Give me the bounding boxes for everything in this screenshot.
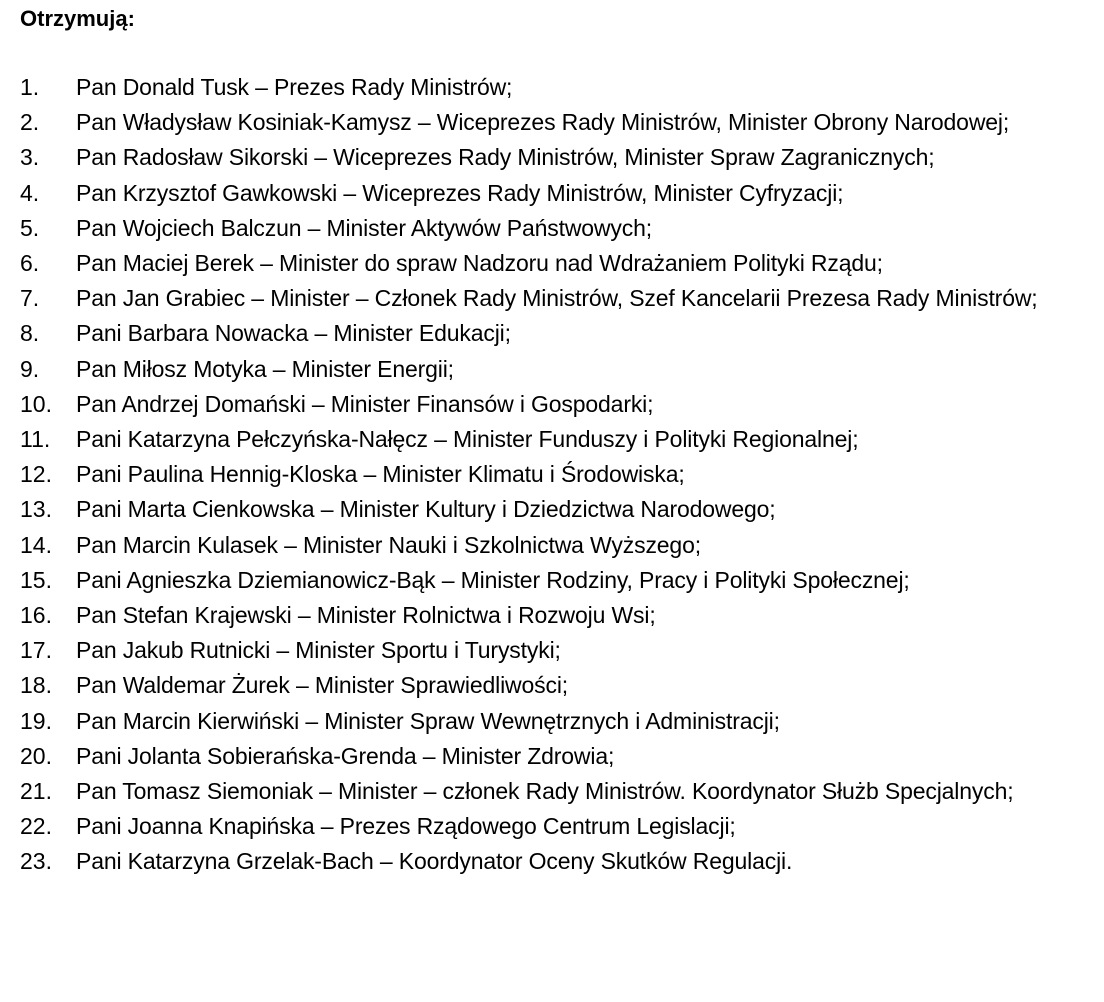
list-item (20, 387, 1060, 422)
item-number: 21. (20, 778, 52, 805)
list-item (20, 598, 1060, 633)
list-item (20, 457, 1060, 492)
item-number: 3. (20, 144, 40, 171)
item-text: Pani Marta Cienkowska – Minister Kultury i Dziedzictwa Narodowego; (76, 496, 776, 523)
list-item (20, 316, 1060, 351)
item-text: Pani Paulina Hennig-Kloska – Minister Klimatu i Środowiska; (76, 461, 685, 488)
document-page (20, 3, 1060, 880)
item-number: 6. (20, 250, 40, 277)
list-item (20, 774, 1060, 809)
list-item (20, 704, 1060, 739)
list-item (20, 668, 1060, 703)
item-text: Pan Władysław Kosiniak-Kamysz – Wiceprezes Rady Ministrów, Minister Obrony Narodowej; (76, 109, 1010, 136)
list-item (20, 844, 1060, 879)
list-item (20, 809, 1060, 844)
list-item (20, 633, 1060, 668)
item-text: Pan Krzysztof Gawkowski – Wiceprezes Rady Ministrów, Minister Cyfryzacji; (76, 179, 844, 206)
item-text: Pan Radosław Sikorski – Wiceprezes Rady Ministrów, Minister Spraw Zagranicznych; (76, 144, 935, 171)
list-item (20, 528, 1060, 563)
list-item (20, 211, 1060, 246)
item-text: Pani Jolanta Sobierańska-Grenda – Minister Zdrowia; (76, 742, 615, 769)
list-item (20, 70, 1060, 105)
recipients-heading: Otrzymują: (20, 6, 135, 31)
list-item (20, 140, 1060, 175)
list-item (20, 422, 1060, 457)
item-text: Pan Tomasz Siemoniak – Minister – członek Rady Ministrów. Koordynator Służb Specjalnych; (76, 778, 1014, 805)
list-item (20, 492, 1060, 527)
recipients-list (20, 70, 1060, 880)
list-item (20, 176, 1060, 211)
item-number: 18. (20, 672, 52, 699)
item-number: 19. (20, 707, 52, 734)
item-text: Pan Stefan Krajewski – Minister Rolnictwa i Rozwoju Wsi; (76, 602, 656, 629)
item-number: 4. (20, 179, 40, 206)
item-number: 9. (20, 355, 40, 382)
item-number: 17. (20, 637, 52, 664)
item-number: 15. (20, 566, 52, 593)
list-item (20, 246, 1060, 281)
list-item (20, 563, 1060, 598)
item-text: Pani Agnieszka Dziemianowicz-Bąk – Minister Rodziny, Pracy i Polityki Społecznej; (76, 566, 910, 593)
item-text: Pan Jan Grabiec – Minister – Członek Rady Ministrów, Szef Kancelarii Prezesa Rady Ministrów; (76, 285, 1038, 312)
item-text: Pan Waldemar Żurek – Minister Sprawiedliwości; (76, 672, 569, 699)
item-number: 13. (20, 496, 52, 523)
list-item (20, 281, 1060, 316)
item-text: Pan Andrzej Domański – Minister Finansów i Gospodarki; (76, 390, 654, 417)
item-text: Pani Barbara Nowacka – Minister Edukacji; (76, 320, 511, 347)
item-text: Pan Maciej Berek – Minister do spraw Nadzoru nad Wdrażaniem Polityki Rządu; (76, 250, 883, 277)
item-number: 5. (20, 214, 40, 241)
item-number: 16. (20, 602, 52, 629)
item-text: Pani Katarzyna Pełczyńska-Nałęcz – Minister Funduszy i Polityki Regionalnej; (76, 426, 859, 453)
item-text: Pan Marcin Kulasek – Minister Nauki i Szkolnictwa Wyższego; (76, 531, 701, 558)
item-number: 14. (20, 531, 52, 558)
item-number: 8. (20, 320, 40, 347)
item-text: Pani Katarzyna Grzelak-Bach – Koordynator Oceny Skutków Regulacji. (76, 848, 793, 875)
item-text: Pani Joanna Knapińska – Prezes Rządowego Centrum Legislacji; (76, 813, 736, 840)
item-text: Pan Donald Tusk – Prezes Rady Ministrów; (76, 74, 513, 100)
item-number: 11. (20, 426, 51, 453)
item-text: Pan Marcin Kierwiński – Minister Spraw Wewnętrznych i Administracji; (76, 707, 780, 734)
item-number: 2. (20, 109, 40, 136)
list-item (20, 105, 1060, 140)
item-text: Pan Miłosz Motyka – Minister Energii; (76, 355, 454, 382)
list-item (20, 352, 1060, 387)
item-number: 20. (20, 742, 52, 769)
list-item (20, 739, 1060, 774)
item-number: 1. (20, 74, 40, 100)
item-number: 12. (20, 461, 52, 488)
heading-spacer (20, 35, 1060, 70)
item-number: 23. (20, 848, 52, 875)
item-text: Pan Wojciech Balczun – Minister Aktywów Państwowych; (76, 214, 652, 241)
item-number: 7. (20, 285, 40, 312)
item-number: 10. (20, 390, 52, 417)
item-text: Pan Jakub Rutnicki – Minister Sportu i Turystyki; (76, 637, 561, 664)
item-number: 22. (20, 813, 52, 840)
